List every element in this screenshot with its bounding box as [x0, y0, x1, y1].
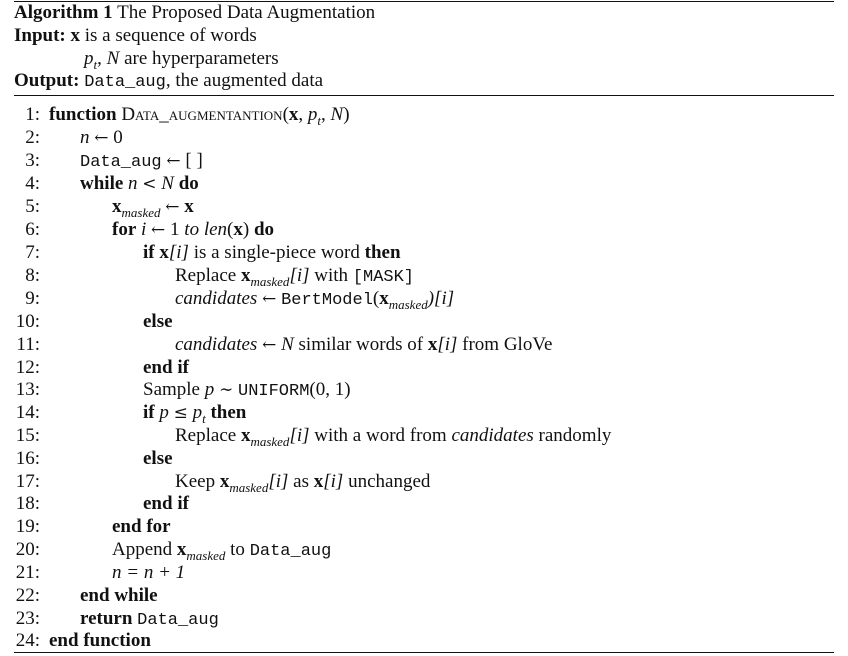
line-number: 13:: [15, 379, 40, 400]
comma: ,: [321, 104, 331, 125]
line-number: 3:: [25, 150, 40, 171]
input-label: Input: [14, 25, 60, 46]
tilde-symbol: ∼: [219, 380, 234, 400]
line-number: 10:: [15, 311, 40, 332]
kw-end-while: end while: [80, 585, 158, 606]
var-i: i: [141, 219, 147, 240]
algorithm-title: [14, 2, 375, 24]
kw-return: return: [80, 608, 133, 629]
line-number: 23:: [15, 608, 40, 629]
var-x: x: [233, 219, 243, 240]
kw-while: while: [80, 173, 124, 194]
kw-do: do: [253, 219, 275, 240]
line-number: 1:: [25, 104, 40, 125]
var-p: p: [159, 402, 169, 423]
text: from GloVe: [457, 334, 553, 355]
index-i: [i]: [289, 265, 310, 286]
line-number: 24:: [15, 630, 40, 651]
index-i: [i]: [289, 425, 310, 446]
paren: ): [343, 104, 350, 125]
output-var: Data_aug: [84, 73, 166, 92]
var-x: x: [112, 196, 122, 217]
line-number: 7:: [25, 242, 40, 263]
params-text: are hyperparameters: [124, 48, 279, 69]
output-text: , the augmented data: [165, 70, 324, 91]
sub-t: t: [202, 411, 206, 426]
kw-end-if: end if: [143, 357, 189, 378]
text: Keep: [175, 471, 220, 492]
var-data-aug: Data_aug: [249, 542, 332, 561]
var-p: p: [204, 379, 215, 400]
line-number: 8:: [25, 265, 40, 286]
kw-to: to: [184, 219, 200, 240]
line-number: 2:: [25, 127, 40, 148]
var-p: p: [192, 402, 203, 423]
arrow-symbol: ←: [151, 220, 166, 240]
arrow-symbol: ←: [166, 151, 181, 171]
algorithm-label: Algorithm 1: [14, 2, 113, 23]
param-p-sub: t: [93, 57, 98, 72]
empty-list: [ ]: [185, 150, 203, 171]
var-x: x: [313, 471, 324, 492]
var-x: x: [240, 265, 251, 286]
text: with: [309, 265, 353, 286]
var-candidates: candidates: [175, 288, 258, 309]
output-line: Output: Data_aug, the augmented data: [14, 70, 324, 92]
sub-masked: masked: [186, 548, 226, 563]
var-n: N: [161, 173, 174, 194]
args: (0, 1): [309, 379, 351, 400]
var-n: n: [128, 173, 138, 194]
kw-else: else: [143, 311, 173, 332]
kw-then: then: [210, 402, 247, 423]
sub-masked: masked: [250, 274, 290, 289]
index-i: [i]: [323, 471, 344, 492]
input-var: x: [70, 25, 80, 46]
fn-len: len: [203, 219, 228, 240]
text: to: [225, 539, 250, 560]
var-data-aug: Data_aug: [80, 153, 162, 172]
paren: (: [372, 288, 380, 309]
input-line: Input: x is a sequence of words: [14, 25, 257, 46]
line-number: 4:: [25, 173, 40, 194]
line-number: 5:: [25, 196, 40, 217]
kw-if: if: [143, 242, 155, 263]
line-number: 12:: [15, 357, 40, 378]
paren: (: [282, 104, 289, 125]
line-number: 22:: [15, 585, 40, 606]
kw-end-if: end if: [143, 493, 189, 514]
var-x: x: [240, 425, 251, 446]
kw-end-function: end function: [49, 630, 151, 651]
bert-model: BertModel: [281, 291, 373, 310]
text: as: [288, 471, 314, 492]
param-p: p: [84, 48, 94, 69]
bottom-rule: [14, 652, 834, 653]
var-x: x: [288, 104, 299, 125]
kw-then: then: [364, 242, 401, 263]
var-candidates: candidates: [451, 425, 534, 446]
increment-expr: n = n + 1: [112, 562, 186, 583]
mid-rule: [14, 95, 834, 96]
var-x: x: [159, 242, 169, 263]
condition-text: is a single-piece word: [188, 242, 360, 263]
var-n: n: [80, 127, 90, 148]
kw-else: else: [143, 448, 173, 469]
output-label: Output: [14, 70, 74, 91]
lt-symbol: <: [142, 174, 157, 194]
line-number: 9:: [25, 288, 40, 309]
text: Replace: [175, 265, 241, 286]
kw-if: if: [143, 402, 155, 423]
value: 1: [170, 219, 180, 240]
sub-masked: masked: [250, 434, 290, 449]
var-data-aug: Data_aug: [137, 611, 219, 630]
sub-masked: masked: [121, 205, 161, 220]
line-number: 6:: [25, 219, 40, 240]
index-i: [i]: [268, 471, 289, 492]
var-n: N: [330, 104, 344, 125]
text: randomly: [533, 425, 612, 446]
text: Replace: [175, 425, 241, 446]
line-number: 21:: [15, 562, 40, 583]
paren: ): [242, 219, 250, 240]
algorithm-name: The Proposed Data Augmentation: [117, 2, 376, 23]
kw-function: function: [49, 104, 117, 125]
le-symbol: ≤: [173, 403, 188, 423]
index-i: [i]: [168, 242, 189, 263]
var-x: x: [379, 288, 389, 309]
sub-masked: masked: [229, 480, 269, 495]
var-candidates: candidates: [175, 334, 258, 355]
text: Append: [112, 539, 177, 560]
input-text: is a sequence of words: [84, 25, 257, 46]
text: unchanged: [343, 471, 431, 492]
var-x: x: [219, 471, 230, 492]
value: 0: [113, 127, 123, 148]
line-number: 17:: [15, 471, 40, 492]
function-name: Data_augmentantion: [121, 104, 283, 125]
sub-masked: masked: [388, 297, 428, 312]
line-number: 16:: [15, 448, 40, 469]
index-i: [i]: [437, 334, 458, 355]
var-x: x: [176, 539, 187, 560]
mask-token: [MASK]: [352, 268, 415, 287]
arrow-symbol: ←: [262, 335, 277, 355]
index-i: )[i]: [427, 288, 455, 309]
line-number: 15:: [15, 425, 40, 446]
line-number: 18:: [15, 493, 40, 514]
text: with a word from: [309, 425, 452, 446]
arrow-symbol: ←: [94, 128, 109, 148]
var-n: N: [281, 334, 294, 355]
line-number: 14:: [15, 402, 40, 423]
line-number: 20:: [15, 539, 40, 560]
paren: (: [227, 219, 234, 240]
line-number: 11:: [16, 334, 40, 355]
kw-for: for: [112, 219, 137, 240]
sub-t: t: [317, 113, 322, 128]
params-line: $p_t$, N are hyperparameters: [84, 48, 279, 72]
comma: ,: [298, 104, 308, 125]
kw-end-for: end for: [112, 516, 171, 537]
text: similar words of: [293, 334, 428, 355]
line-number: 19:: [15, 516, 40, 537]
var-p: p: [307, 104, 318, 125]
uniform-fn: UNIFORM: [238, 382, 310, 401]
arrow-symbol: ←: [262, 289, 277, 309]
param-n: N: [106, 48, 120, 69]
kw-do: do: [178, 173, 199, 194]
var-x: x: [427, 334, 438, 355]
text: Sample: [143, 379, 205, 400]
arrow-symbol: ←: [165, 197, 180, 217]
var-x: x: [184, 196, 194, 217]
